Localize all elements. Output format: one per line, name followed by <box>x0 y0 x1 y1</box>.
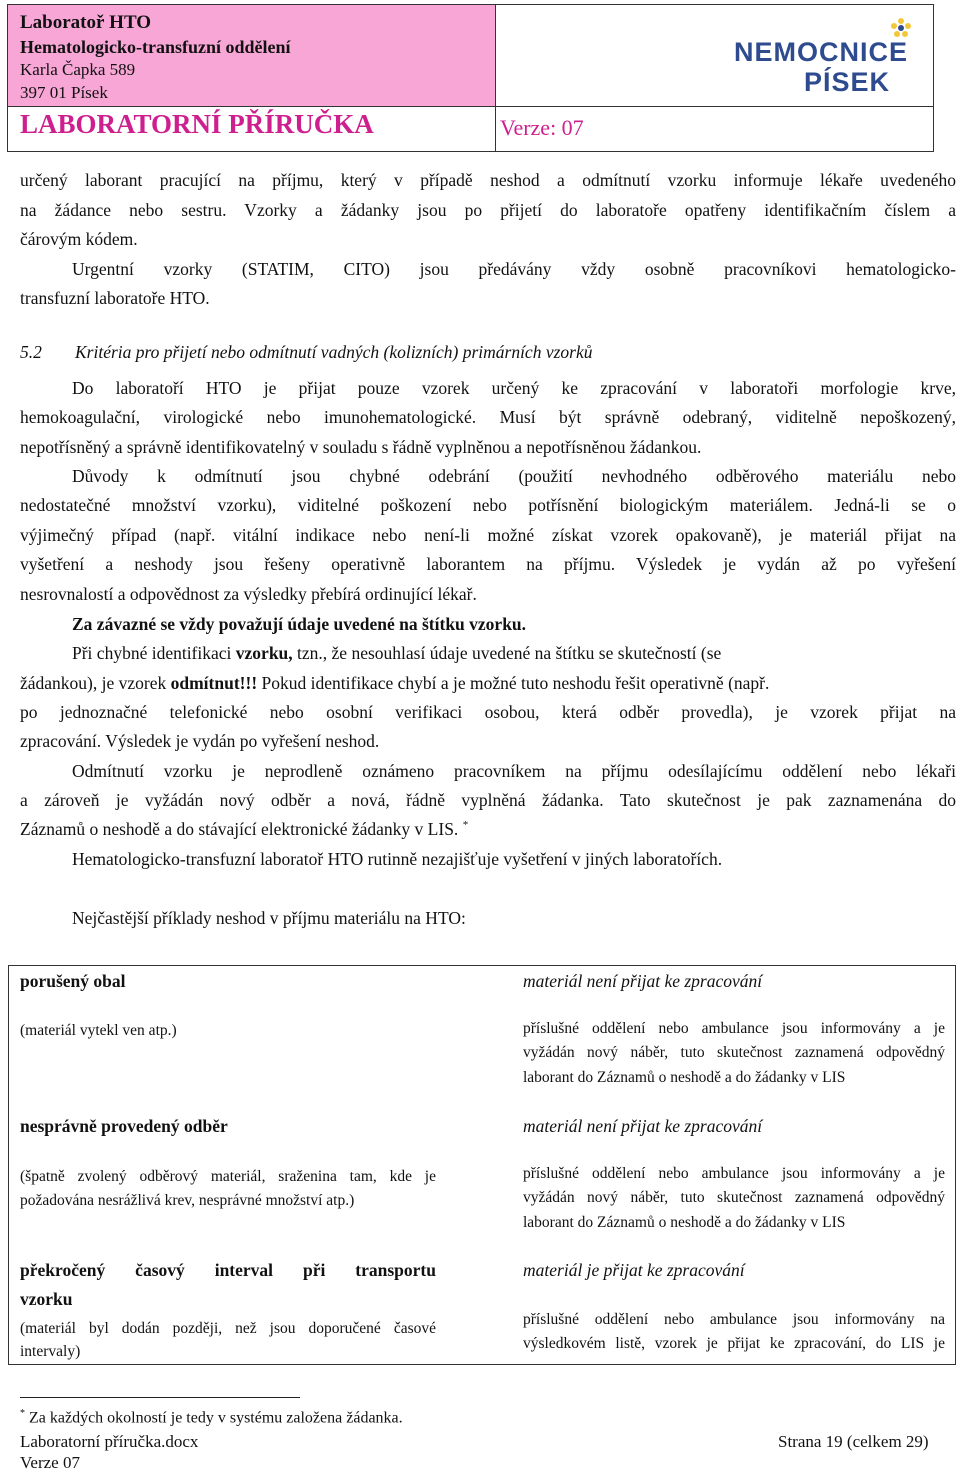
row2-problem-detail-line-1: (špatně zvolený odběrový materiál, sraženina tam, kde je <box>20 1168 436 1185</box>
para-b-line-1: Důvody k odmítnutí jsou chybné odebrání (použití nevhodného odběrového materiálu nebo <box>72 466 956 486</box>
para-b-line-2: nedostatečné množství vzorku), viditelné poškození nebo potřísnění biologickým materiálem. Jedná-li se o <box>20 495 956 515</box>
para-c-line-2-c: Pokud identifikace chybí a je možné tuto neshodu řešit operativně (např. <box>257 673 770 693</box>
footnote-mark: * <box>20 1408 25 1419</box>
document-version: Verze: 07 <box>500 115 584 140</box>
row1-result: materiál není přijat ke zpracování <box>523 971 763 991</box>
row3-detail-line-2: intervaly) <box>20 1343 81 1360</box>
para-c-line-2-b: odmítnut!!! <box>170 673 258 693</box>
para-d-line-1: Odmítnutí vzorku je neprodleně oznámeno pracovníkem na příjmu odesílajícímu oddělení nebo lékaři <box>72 761 956 781</box>
row3-detail-line-1: (materiál byl dodán později, než jsou doporučené časové <box>20 1320 436 1337</box>
row3-result-line-1: příslušné oddělení nebo ambulance jsou informovány na <box>523 1311 945 1328</box>
row3-result-line-2: výsledkovém listě, vzorek je přijat ke zpracování, do LIS je <box>523 1335 945 1352</box>
row2-result-line-1: příslušné oddělení nebo ambulance jsou informovány a je <box>523 1165 945 1182</box>
intro-line-2: na žádance nebo sestru. Vzorky a žádanky jsou po přijetí do laboratoře opatřeny identifikačním číslem a <box>20 200 956 220</box>
para-d-line-3 <box>20 819 468 840</box>
nonconformity-table <box>8 965 956 1365</box>
para-c-line-3: po jednoznačné telefonické nebo osobní verifikaci osobou, která odběr provedla), je vzorek přijat na <box>20 702 956 722</box>
row1-result-line-3: laborant do Záznamů o neshodě a do žádanky v LIS <box>523 1069 846 1086</box>
para-c-line-2 <box>20 673 769 694</box>
lab-name: Laboratoř HTO <box>20 12 152 33</box>
row2-result: materiál není přijat ke zpracování <box>523 1116 763 1136</box>
para-b-line-5: nesrovnalostí a odpovědnost za výsledky přebírá ordinující lékař. <box>20 584 477 604</box>
para-d-line-3-text: Záznamů o neshodě a do stávající elektronické žádanky v LIS. <box>20 819 459 839</box>
flower-icon <box>890 17 912 39</box>
hospital-logo <box>724 23 924 103</box>
row3-problem-line-1: překročený časový interval při transportu <box>20 1260 436 1280</box>
row2-problem: nesprávně provedený odběr <box>20 1116 228 1136</box>
para-a-line-1: Do laboratoří HTO je přijat pouze vzorek určený ke zpracování v laboratoři morfologie krve, <box>72 378 956 398</box>
para-c-line-1-b: vzorku, <box>235 643 293 663</box>
street-address: Karla Čapka 589 <box>20 60 136 79</box>
intro-line-3: čárovým kódem. <box>20 229 138 249</box>
page-header <box>7 4 934 152</box>
header-address-block <box>8 5 495 106</box>
para-a-line-2: hemokoagulační, virologické nebo imunohematologické. Musí být správně odebraný, viditelně nepoškozený, <box>20 407 956 427</box>
row3-problem-line-2: vzorku <box>20 1289 73 1309</box>
footnote-text: Za každých okolností je tedy v systému založena žádanka. <box>25 1409 403 1427</box>
intro-line-1: určený laborant pracující na příjmu, který v případě neshod a odmítnutí vzorku informuje lékaře uvedeného <box>20 170 956 190</box>
para-c-line-1-a: Při chybné identifikaci <box>72 643 236 663</box>
department-name: Hematologicko-transfuzní oddělení <box>20 37 291 57</box>
row1-result-line-1: příslušné oddělení nebo ambulance jsou informovány a je <box>523 1020 945 1037</box>
header-divider-vertical <box>495 5 496 151</box>
bold-statement: Za závazné se vždy považují údaje uvedené na štítku vzorku. <box>72 614 527 634</box>
para-c-line-1-c: tzn., že nesouhlasí údaje uvedené na štítku se skutečností (se <box>292 643 722 663</box>
para-e-line-1: Hematologicko-transfuzní laboratoř HTO rutinně nezajišťuje vyšetření v jiných laboratořích. <box>72 849 723 869</box>
section-number: 5.2 <box>20 342 42 362</box>
footer-page-number: Strana 19 (celkem 29) <box>778 1432 929 1451</box>
row1-problem: porušený obal <box>20 971 126 991</box>
footnote-separator <box>20 1397 300 1398</box>
document-title: LABORATORNÍ PŘÍRUČKA <box>20 109 374 139</box>
section-title: Kritéria pro přijetí nebo odmítnutí vadných (kolizních) primárních vzorků <box>75 342 593 362</box>
footnote <box>20 1408 403 1427</box>
row3-result: materiál je přijat ke zpracování <box>523 1260 745 1280</box>
para-c-line-4: zpracování. Výsledek je vydán po vyřešení neshod. <box>20 731 380 751</box>
header-divider-horizontal <box>8 106 933 107</box>
para-a-line-3: nepotřísněný a správně identifikovatelný v souladu s řádně vyplněnou a nepotřísněnou žádankou. <box>20 437 702 457</box>
para-b-line-4: vyšetření a neshody jsou řešeny operativně laborantem na příjmu. Výsledek je vydán až po vyřešení <box>20 554 956 574</box>
para-d-line-2: a zároveň je vyžádán nový odběr a nová, řádně vyplněná žádanka. Tato skutečnost je pak zaznamenána do <box>20 790 956 810</box>
intro-line-5: transfuzní laboratoře HTO. <box>20 288 210 308</box>
row2-problem-detail-line-2: požadována nesrážlivá krev, nesprávné množství atp.) <box>20 1192 355 1209</box>
logo-text-line1: NEMOCNICE <box>734 37 909 67</box>
table-intro: Nejčastější příklady neshod v příjmu materiálu na HTO: <box>72 908 466 928</box>
para-b-line-3: výjimečný případ (např. vitální indikace nebo není-li možné získat vzorek opakovaně), je materiál přijat na <box>20 525 956 545</box>
logo-text-line2: PÍSEK <box>804 67 891 97</box>
para-c-line-2-a: žádankou), je vzorek <box>20 673 171 693</box>
row2-result-line-2: vyžádán nový náběr, tuto skutečnost zaznamená odpovědný <box>523 1189 945 1206</box>
row1-problem-detail: (materiál vytekl ven atp.) <box>20 1022 177 1039</box>
footnote-reference: * <box>462 819 469 832</box>
row2-result-line-3: laborant do Záznamů o neshodě a do žádanky v LIS <box>523 1214 846 1231</box>
intro-line-4: Urgentní vzorky (STATIM, CITO) jsou předávány vždy osobně pracovníkovi hematologicko- <box>72 259 956 279</box>
para-c-line-1 <box>72 643 956 664</box>
row1-result-line-2: vyžádán nový náběr, tuto skutečnost zaznamená odpovědný <box>523 1044 945 1061</box>
footer-version: Verze 07 <box>20 1453 80 1472</box>
city-address: 397 01 Písek <box>20 83 108 102</box>
footer-filename: Laboratorní příručka.docx <box>20 1432 199 1451</box>
